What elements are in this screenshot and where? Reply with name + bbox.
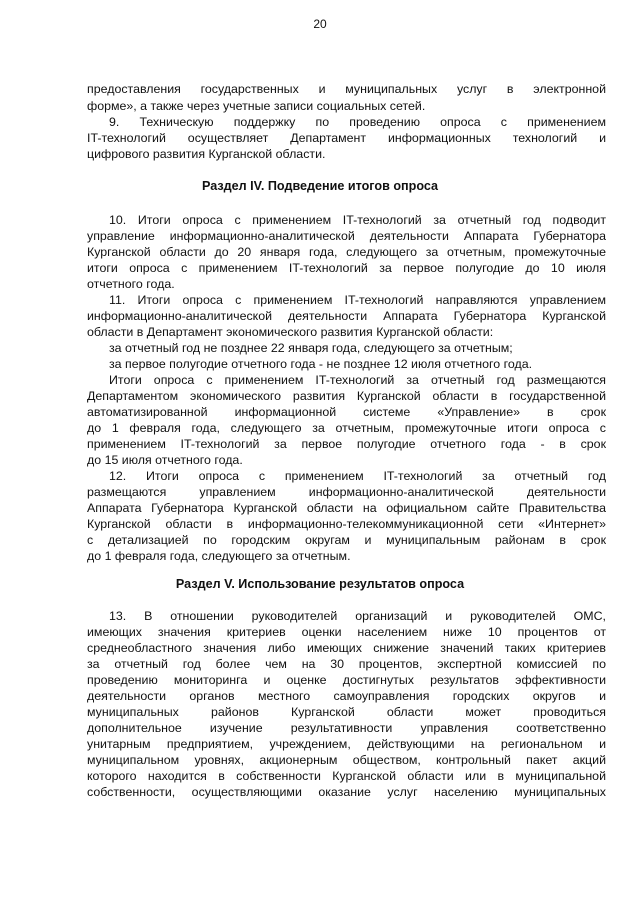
text-line: Итоги опроса с применением IT-технологий за отчетный год размещаются — [109, 373, 606, 387]
text-line: Департаментом экономического развития Курганской области в государственной — [87, 389, 606, 403]
text-line: за отчетный год не позднее 22 января года, следующего за отчетным; — [109, 341, 513, 355]
text-line: автоматизированной информационной системе «Управление» в срок — [87, 405, 606, 419]
text-line: 9. Техническую поддержку по проведению опроса с применением — [109, 115, 606, 129]
text-line: 10. Итоги опроса с применением IT-технологий за отчетный год подводит — [109, 213, 606, 227]
text-line: 12. Итоги опроса с применением IT-технологий за отчетный год — [109, 469, 606, 483]
text-line: за первое полугодие отчетного года - не позднее 12 июля отчетного года. — [109, 357, 533, 371]
page-number: 20 — [313, 17, 327, 31]
text-line: за отчетный год более чем на 30 процентов, экспертной комиссией по — [87, 657, 606, 671]
text-line: информационно-аналитической деятельности Аппарата Губернатора Курганской — [87, 309, 606, 323]
text-line: Аппарата Губернатора Курганской области на официальном сайте Правительства — [87, 501, 606, 515]
text-line: Курганской области до 20 января года, следующего за отчетным, промежуточные — [87, 245, 606, 259]
text-line: форме», а также через учетные записи социальных сетей. — [87, 99, 426, 113]
text-line: предоставления государственных и муниципальных услуг в электронной — [87, 82, 606, 96]
text-line: IT-технологий осуществляет Департамент информационных технологий и — [87, 131, 606, 145]
text-line: отчетного года. — [87, 277, 175, 291]
text-line: цифрового развития Курганской области. — [87, 147, 326, 161]
text-line: муниципальном уровнях, акционерным обществом, контрольный пакет акций — [87, 753, 606, 767]
text-line: с детализацией по городским округам и муниципальным районам в срок — [87, 533, 606, 547]
text-line: муниципальных районов Курганской области может проводиться — [87, 705, 606, 719]
text-line: деятельности органов местного самоуправления городских округов и — [87, 689, 606, 703]
text-line: дополнительное изучение результативности управления соответственно — [87, 721, 606, 735]
text-line: имеющих значения критериев оценки населением ниже 10 процентов от — [87, 625, 606, 639]
section-heading: Раздел IV. Подведение итогов опроса — [201, 179, 439, 193]
text-line: до 15 июля отчетного года. — [87, 453, 243, 467]
text-line: размещаются управлением информационно-аналитической деятельности — [87, 485, 606, 499]
text-line: Курганской области в информационно-телекоммуникационной сети «Интернет» — [87, 517, 606, 531]
text-line: собственности, осуществляющими оказание услуг населению муниципальных — [87, 785, 606, 799]
text-line: среднеобластного значения либо имеющих снижение значений таких критериев — [87, 641, 606, 655]
section-heading: Раздел V. Использование результатов опроса — [175, 577, 465, 591]
text-line: до 1 февраля года, следующего за отчетным, промежуточные итоги опроса с — [87, 421, 606, 435]
text-line: 13. В отношении руководителей организаций и руководителей ОМС, — [109, 609, 606, 623]
text-line: 11. Итоги опроса с применением IT-технологий направляются управлением — [109, 293, 606, 307]
text-line: проведению мониторинга и оценке достигнутых результатов эффективности — [87, 673, 606, 687]
text-line: управление информационно-аналитической деятельности Аппарата Губернатора — [87, 229, 606, 243]
text-line: итоги опроса с применением IT-технологий за первое полугодие до 10 июля — [87, 261, 606, 275]
text-line: области в Департамент экономического развития Курганской области: — [87, 325, 494, 339]
text-line: которого находится в собственности Курганской области или в муниципальной — [87, 769, 606, 783]
text-line: до 1 февраля года, следующего за отчетным. — [87, 549, 351, 563]
text-line: унитарным предприятием, учреждением, действующими на региональном и — [87, 737, 606, 751]
text-line: применением IT-технологий за первое полугодие отчетного года - в срок — [87, 437, 606, 451]
